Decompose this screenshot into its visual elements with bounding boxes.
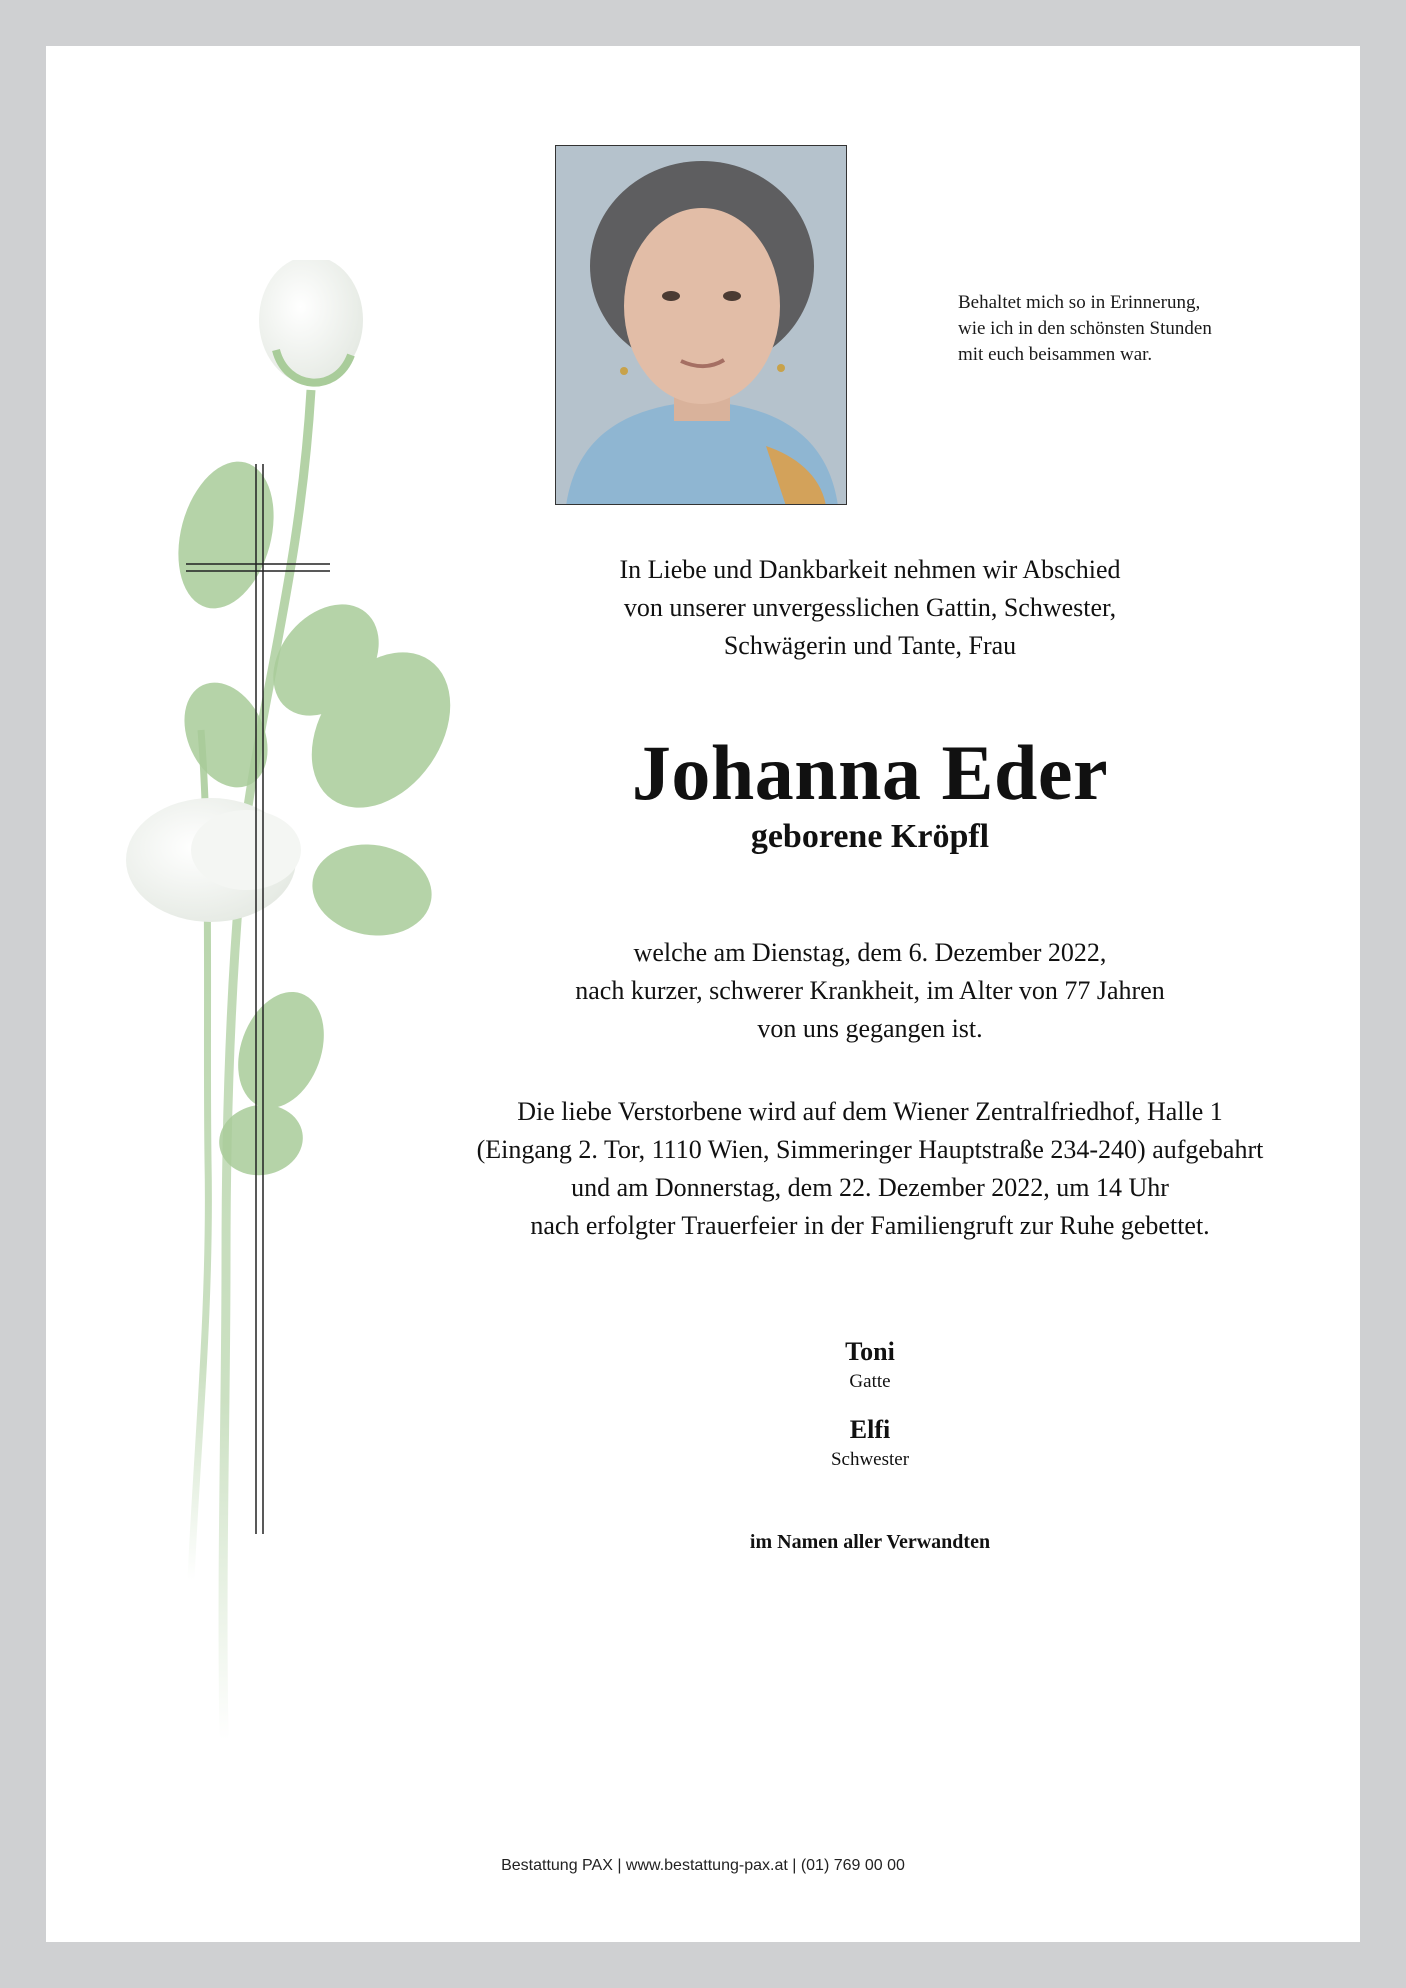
- closing-line: im Namen aller Verwandten: [749, 1531, 991, 1553]
- mourner-relation: Gatte: [849, 1371, 891, 1392]
- quote-line: wie ich in den schönsten Stunden: [958, 318, 1212, 339]
- death-line: nach kurzer, schwerer Krankheit, im Alter von 77 Jahren: [575, 976, 1165, 1005]
- memorial-quote: [958, 290, 1288, 368]
- death-notice: [370, 934, 1370, 1048]
- details-line: nach erfolgter Trauerfeier in der Familiengruft zur Ruhe gebettet.: [530, 1211, 1210, 1240]
- rose-bloom-top: [259, 260, 363, 384]
- birth-name: geborene Kröpfl: [750, 818, 990, 855]
- mourners-list: [370, 1335, 1370, 1491]
- mourner-name: Toni: [845, 1337, 895, 1366]
- details-line: und am Donnerstag, dem 22. Dezember 2022, um 14 Uhr: [571, 1173, 1169, 1202]
- deceased-name: Johanna Eder: [631, 729, 1109, 816]
- death-line: welche am Dienstag, dem 6. Dezember 2022,: [633, 938, 1107, 967]
- cross-icon: [186, 464, 336, 1534]
- quote-line: mit euch beisammen war.: [958, 344, 1153, 365]
- death-line: von uns gegangen ist.: [757, 1014, 983, 1043]
- funeral-details: [370, 1093, 1370, 1245]
- intro-line: Schwägerin und Tante, Frau: [723, 631, 1017, 660]
- intro-line: In Liebe und Dankbarkeit nehmen wir Abschied: [619, 555, 1121, 584]
- mourner-relation: Schwester: [830, 1449, 910, 1470]
- footer-text: Bestattung PAX | www.bestattung-pax.at | (01) 769 00 00: [501, 1857, 905, 1874]
- intro-text: [370, 551, 1370, 665]
- mourner-name: Elfi: [849, 1415, 891, 1444]
- intro-line: von unserer unvergesslichen Gattin, Schwester,: [623, 593, 1117, 622]
- details-line: Die liebe Verstorbene wird auf dem Wiener Zentralfriedhof, Halle 1: [517, 1097, 1223, 1126]
- portrait-photo: [555, 145, 847, 505]
- details-line: (Eingang 2. Tor, 1110 Wien, Simmeringer Hauptstraße 234-240) aufgebahrt: [476, 1135, 1264, 1164]
- quote-line: Behaltet mich so in Erinnerung,: [958, 292, 1201, 313]
